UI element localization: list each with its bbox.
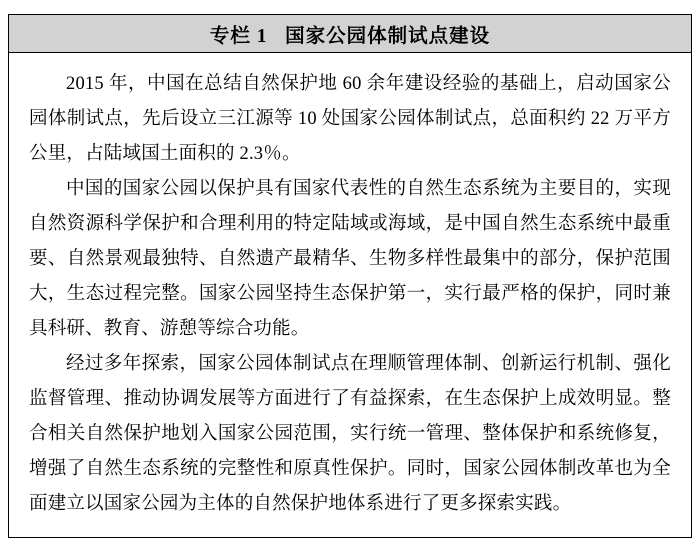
paragraph: 中国的国家公园以保护具有国家代表性的自然生态系统为主要目的，实现自然资源科学保护和合理利用的特定陆域或海域，是中国自然生态系统中最重要、自然景观最独特、自然遗产最精华、生物多样性最集中的部分，保护范围大，生态过程完整。国家公园坚持生态保护第一，实行最严格的保护，同时兼具科研、教育、游憩等综合功能。 bbox=[29, 179, 671, 339]
paragraph: 经过多年探索，国家公园体制试点在理顺管理体制、创新运行机制、强化监督管理、推动协调发展等方面进行了有益探索，在生态保护上成效明显。整合相关自然保护地划入国家公园范围，实行统一管理、整体保护和系统修复，增强了自然生态系统的完整性和原真性保护。同时，国家公园体制改革也为全面建立以国家公园为主体的自然保护地体系进行了更多探索实践。 bbox=[29, 354, 671, 514]
paragraph: 2015 年，中国在总结自然保护地 60 余年建设经验的基础上，启动国家公园体制试点，先后设立三江源等 10 处国家公园体制试点，总面积约 22 万平方公里，占陆域国土面积的 2.3％。 bbox=[29, 74, 671, 164]
callout-box-title: 专栏 1 国家公园体制试点建设 bbox=[209, 25, 491, 47]
callout-box-header bbox=[9, 15, 691, 53]
callout-box bbox=[8, 14, 692, 538]
callout-box-body bbox=[9, 53, 691, 522]
